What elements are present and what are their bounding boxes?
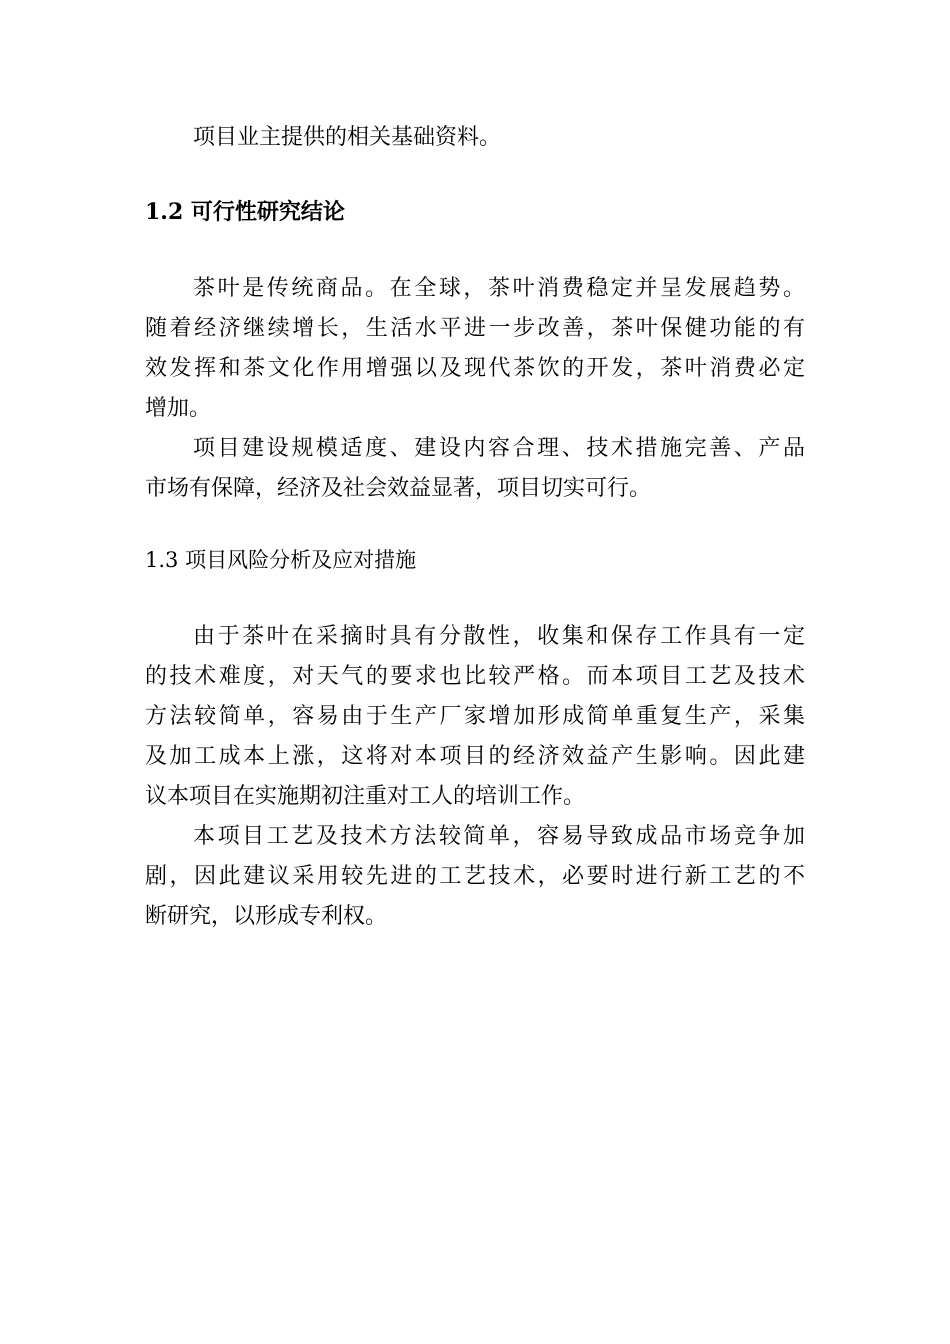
paragraph-line: 剧，因此建议采用较先进的工艺技术，必要时进行新工艺的不 xyxy=(145,864,805,889)
paragraph-line: 方法较简单，容易由于生产厂家增加形成简单重复生产，采集 xyxy=(145,704,805,729)
paragraph-line: 议本项目在实施期初注重对工人的培训工作。 xyxy=(145,784,586,809)
paragraph-line: 的技术难度，对天气的要求也比较严格。而本项目工艺及技术 xyxy=(145,664,805,689)
paragraph-line: 断研究，以形成专利权。 xyxy=(145,904,388,929)
section-heading-1-2: 1.2 可行性研究结论 xyxy=(145,199,345,225)
intro-line: 项目业主提供的相关基础资料。 xyxy=(193,125,502,150)
paragraph-line: 效发挥和茶文化作用增强以及现代茶饮的开发，茶叶消费必定 xyxy=(145,356,805,381)
paragraph-line: 及加工成本上涨，这将对本项目的经济效益产生影响。因此建 xyxy=(145,744,805,769)
paragraph-line: 由于茶叶在采摘时具有分散性，收集和保存工作具有一定 xyxy=(193,624,805,649)
paragraph-line: 项目建设规模适度、建设内容合理、技术措施完善、产品 xyxy=(193,436,805,461)
paragraph-line: 本项目工艺及技术方法较简单，容易导致成品市场竞争加 xyxy=(193,824,805,849)
paragraph-line: 增加。 xyxy=(145,396,212,421)
paragraph-line: 随着经济继续增长，生活水平进一步改善，茶叶保健功能的有 xyxy=(145,316,805,341)
paragraph-line: 茶叶是传统商品。在全球，茶叶消费稳定并呈发展趋势。 xyxy=(193,276,805,301)
section-heading-1-3: 1.3 项目风险分析及应对措施 xyxy=(145,548,417,572)
paragraph-line: 市场有保障，经济及社会效益显著，项目切实可行。 xyxy=(145,476,652,501)
